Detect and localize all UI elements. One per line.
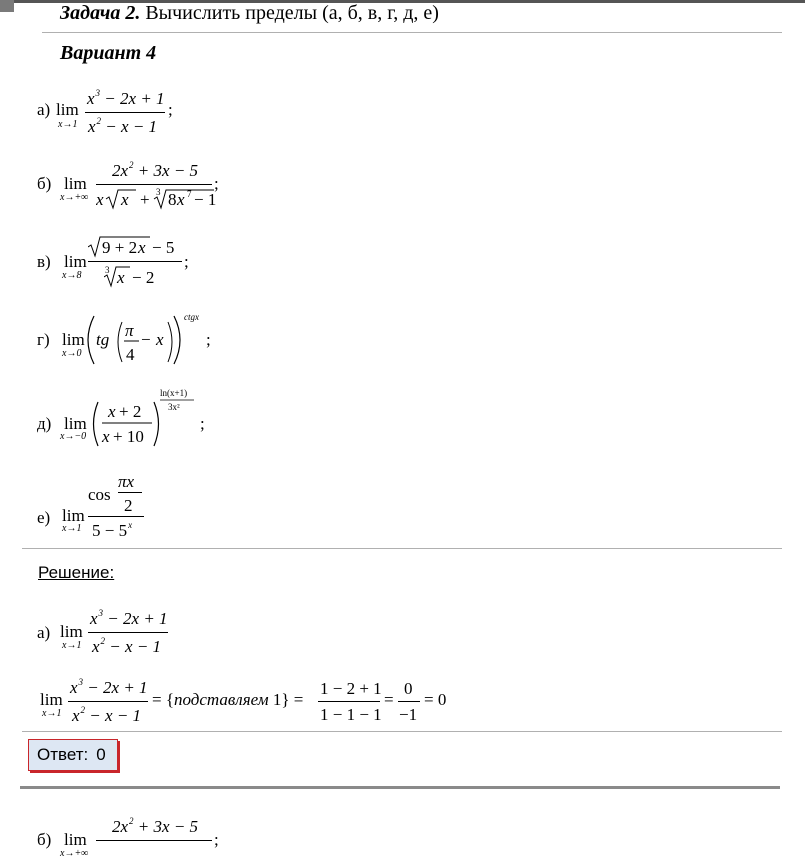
result: = 0	[424, 690, 447, 709]
lim-subscript: x→+∞	[60, 192, 89, 203]
lim-subscript: x→−0	[60, 431, 87, 442]
inner-numerator: πx	[118, 472, 135, 491]
numerator: $x^3 - 2x + 1$	[70, 677, 148, 697]
problem-label: а)	[37, 100, 51, 119]
denominator	[96, 186, 220, 212]
svg-text:3: 3	[156, 187, 161, 197]
eq2-denominator: −1	[399, 705, 418, 724]
fraction-line	[96, 184, 212, 185]
solution-title: Решение:	[38, 563, 115, 582]
denominator: $x^2 - x - 1$	[72, 705, 142, 725]
lim-text: lim	[56, 100, 79, 119]
svg-text:ctgx: ctgx	[184, 312, 199, 322]
denominator: $x^2 - x - 1$	[88, 116, 158, 136]
problem-label: е)	[37, 508, 51, 527]
lim-subscript: x→8	[62, 270, 82, 281]
eq2-numerator: 0	[404, 679, 413, 698]
numerator: $2x^2 + 3x - 5$	[112, 816, 199, 836]
divider	[22, 548, 782, 549]
lim-text: lim	[64, 414, 87, 433]
problem-label: в)	[37, 252, 51, 271]
fraction-line	[88, 632, 168, 633]
fraction-line	[88, 516, 144, 517]
lim-subscript: x→1	[62, 640, 82, 651]
inner-denominator: 2	[124, 496, 133, 515]
svg-text:+: +	[140, 190, 150, 209]
denominator: $5 - 5^x$	[92, 520, 133, 540]
subst-denominator: 1 − 1 − 1	[320, 705, 382, 724]
lim-text: lim	[64, 252, 87, 271]
semicolon: ;	[184, 252, 189, 271]
problem-label: б)	[37, 174, 52, 193]
task-heading	[60, 2, 439, 25]
semicolon: ;	[200, 414, 205, 433]
semicolon: ;	[206, 330, 211, 349]
svg-text:π: π	[125, 321, 134, 340]
cos-text: cos	[88, 485, 111, 504]
lim-subscript: x→1	[62, 523, 82, 534]
subst-numerator: 1 − 2 + 1	[320, 679, 382, 698]
svg-text:tg: tg	[96, 330, 110, 349]
svg-text:−: −	[141, 330, 151, 349]
fraction-line	[318, 701, 380, 702]
problem-label: а)	[37, 623, 51, 642]
lim-text: lim	[64, 830, 87, 849]
lim-subscript: x→+∞	[60, 848, 89, 859]
problem-label: г)	[37, 330, 50, 349]
svg-text:9 + 2: 9 + 2	[102, 238, 138, 257]
lim-subscript: x→0	[62, 348, 82, 359]
lim-text: lim	[64, 174, 87, 193]
expression	[88, 386, 200, 448]
numerator	[88, 234, 184, 260]
svg-text:4: 4	[126, 345, 135, 364]
svg-text:x: x	[138, 238, 146, 257]
problem-label: д)	[37, 414, 52, 433]
lim-text: lim	[60, 622, 83, 641]
svg-text:x: x	[156, 330, 164, 349]
svg-text:3: 3	[105, 265, 110, 275]
lim-text: lim	[62, 330, 85, 349]
svg-text:x: x	[96, 190, 104, 209]
svg-text:8: 8	[168, 190, 177, 209]
svg-text:x: x	[108, 402, 116, 421]
svg-text:− 2: − 2	[132, 268, 155, 287]
divider	[22, 731, 782, 732]
svg-text:7: 7	[187, 189, 192, 199]
equals: =	[384, 690, 394, 709]
svg-text:x: x	[117, 268, 125, 287]
svg-text:+ 10: + 10	[113, 427, 144, 446]
fraction-line	[85, 112, 165, 113]
inner-fraction-line	[118, 492, 142, 493]
svg-text:3x²: 3x²	[168, 402, 180, 412]
answer-label: Ответ:	[37, 745, 89, 764]
fraction-line	[96, 840, 212, 841]
svg-text:+ 2: + 2	[119, 402, 142, 421]
denominator	[104, 263, 168, 289]
numerator: $2x^2 + 3x - 5$	[112, 160, 199, 180]
lim-text: lim	[40, 690, 63, 709]
task-text: Вычислить пределы (а, б, в, г, д, е)	[145, 2, 439, 24]
svg-text:ln(x+1): ln(x+1)	[160, 388, 188, 398]
svg-text:x: x	[177, 190, 185, 209]
svg-text:x: x	[121, 190, 129, 209]
svg-text:− 1: − 1	[194, 190, 217, 209]
semicolon: ;	[168, 100, 173, 119]
task-title: Задача 2.	[60, 2, 141, 24]
semicolon: ;	[214, 830, 219, 849]
problem-label: б)	[37, 830, 52, 849]
fraction-line	[398, 701, 420, 702]
section-separator	[20, 786, 780, 789]
answer-value: 0	[96, 745, 106, 764]
lim-subscript: x→1	[58, 119, 78, 130]
substitution-text: = {подставляем 1} =	[152, 690, 304, 709]
numerator: $x^3 - 2x + 1$	[87, 88, 165, 108]
divider	[42, 32, 782, 33]
fraction-line	[88, 261, 182, 262]
lim-text: lim	[62, 506, 85, 525]
denominator: $x^2 - x - 1$	[92, 636, 162, 656]
variant-title: Вариант 4	[60, 42, 157, 64]
answer-box	[28, 739, 118, 771]
svg-text:− 5: − 5	[152, 238, 175, 257]
expression	[82, 312, 210, 370]
semicolon: ;	[214, 174, 219, 193]
lim-subscript: x→1	[42, 708, 62, 719]
svg-text:x: x	[102, 427, 110, 446]
numerator: $x^3 - 2x + 1$	[90, 608, 168, 628]
fraction-line	[68, 701, 148, 702]
